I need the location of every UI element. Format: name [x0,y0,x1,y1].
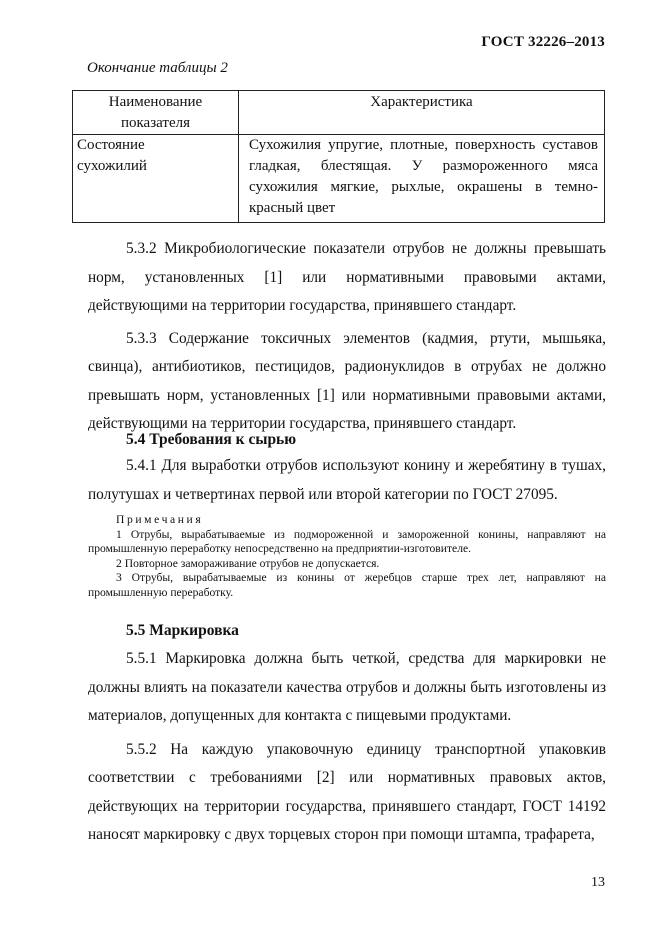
note-item-2: 2 Повторное замораживание отрубов не допускается. [116,556,380,570]
section-5-3-block [88,235,606,439]
notes-title: Примечания [116,513,204,526]
section-5-5-block [88,645,606,850]
column-header-indicator-line-1: Наименование [108,94,203,110]
table-cell-indicator [73,135,239,223]
table-caption: Окончание таблицы 2 [87,60,228,76]
paragraph-5-5-2: 5.5.2 На каждую упаковочную единицу транспортной упаковкив соответствии с требованиями [2] или нормативных правовых актов, действующих на территории государства, принявшего стандарт, ГОСТ 14192 наносят маркировку с двух торцевых сторон при помощи штампа, трафарета, [88,740,606,843]
page-number: 13 [591,875,605,890]
table-cell-characteristic: Сухожилия упругие, плотные, поверхность суставов гладкая, блестящая. У размороженного мяса сухожилия мягкие, рыхлые, окрашены в темно-красный цвет [239,135,605,223]
heading-5-5: 5.5 Маркировка [126,622,239,639]
notes-block [88,513,606,601]
paragraph-5-3-2: 5.3.2 Микробиологические показатели отрубов не должны превышать норм, установленных [1] или нормативными правовыми актами, действующими на территории государства, принявшего стандарт. [88,240,606,314]
table-cell-indicator-line-1: Состояние [77,137,145,153]
column-header-characteristic: Характеристика [239,91,605,135]
heading-5-4: 5.4 Требования к сырью [126,431,297,448]
table-row [73,135,605,223]
standard-code-header: ГОСТ 32226–2013 [481,34,605,50]
column-header-indicator [73,91,239,135]
section-5-4-block [88,452,606,509]
paragraph-5-3-3: 5.3.3 Содержание токсичных элементов (кадмия, ртути, мышьяка, свинца), антибиотиков, пестицидов, радионуклидов в отрубах не должно превышать норм, установленных [1] или нормативными правовыми актами, действующими на территории государства, принявшего стандарт. [88,329,606,432]
table-header-row [73,91,605,135]
characteristics-table [72,90,605,223]
note-item-1: 1 Отрубы, вырабатываемые из подмороженной и замороженной конины, направляют на промышленную переработку непосредственно на предприятии-изготовителе. [88,527,606,556]
table-cell-indicator-line-2: сухожилий [77,158,147,174]
paragraph-5-4-1: 5.4.1 Для выработки отрубов используют конину и жеребятину в тушах, полутушах и четвертинах первой или второй категории по ГОСТ 27095. [88,457,606,503]
paragraph-5-5-1: 5.5.1 Маркировка должна быть четкой, средства для маркировки не должны влиять на показатели качества отрубов и должны быть изготовлены из материалов, допущенных для контакта с пищевыми продуктами. [88,650,606,724]
column-header-indicator-line-2: показателя [120,115,191,131]
note-item-3: 3 Отрубы, вырабатываемые из конины от жеребцов старше трех лет, направляют на промышленную переработку. [88,571,606,599]
